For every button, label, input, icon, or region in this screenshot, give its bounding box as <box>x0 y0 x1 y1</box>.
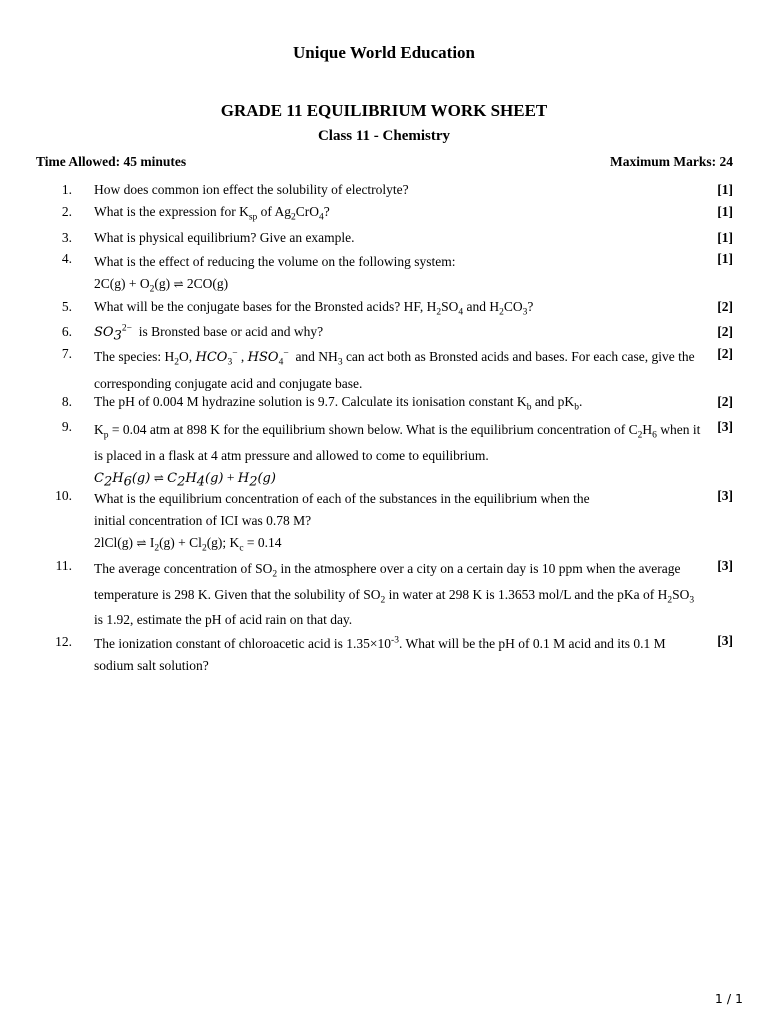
question-text <box>94 633 708 677</box>
question-text: What is the expression for $K_{sp}$ of $Ag_2CrO_4$? <box>94 204 330 223</box>
question-marks: [2] <box>717 299 733 314</box>
question-line: temperature is 298 K. Given that the solubility of $SO_2$ in water at 298 K is 1.3653 mol/L and the pKa of $H_2SO_3$ <box>94 587 695 606</box>
question-number: 10. <box>55 488 72 503</box>
question-marks: [1] <box>717 230 733 245</box>
question-line: The ionization constant of chloroacetic acid is $1.35\times 10^{-3}$. What will be the pH of 0.1 M acid and its 0.1 M <box>94 635 666 651</box>
question-text: How does common ion effect the solubility of electrolyte? <box>94 182 409 197</box>
question-line: What is the equilibrium concentration of each of the substances in the equilibrium when the <box>94 491 590 506</box>
question-number: 6. <box>61 324 72 339</box>
question-number: 2. <box>61 204 72 219</box>
question-marks: [3] <box>717 419 733 434</box>
question-equation: $2C(g) + O_2(g)$ ⇌ 2CO(g) <box>94 276 229 295</box>
question-marks: [3] <box>717 488 733 503</box>
question-equation: $C_2H_6(g)$ ⇌ $C_2H_4(g) + H_2(g)$ <box>94 470 276 490</box>
question-marks: [1] <box>717 204 733 219</box>
question-line: What is the effect of reducing the volume on the following system: <box>94 254 456 269</box>
question-text <box>94 346 708 395</box>
question-text <box>94 488 708 554</box>
worksheet-subtitle: Class 11 - Chemistry <box>317 128 451 144</box>
question-text: What will be the conjugate bases for the Bronsted acids? HF, $H_2SO_4$ and $H_2CO_3$? <box>94 299 534 318</box>
question-line: The average concentration of $SO_2$ in the atmosphere over a city on a certain day is 10 ppm when the average <box>94 561 681 580</box>
maximum-marks: Maximum Marks: 24 <box>610 154 733 169</box>
question-text <box>94 251 708 295</box>
question-number: 5. <box>61 299 72 314</box>
question-number: 4. <box>61 251 72 266</box>
question-number: 3. <box>61 230 72 245</box>
question-number: 12. <box>55 634 72 649</box>
question-number: 8. <box>61 394 72 409</box>
question-line: is 1.92, estimate the pH of acid rain on that day. <box>94 612 353 627</box>
question-marks: [1] <box>717 251 733 266</box>
question-text <box>94 419 708 490</box>
question-text: What is physical equilibrium? Give an example. <box>94 230 355 245</box>
question-line: is placed in a flask at 4 atm pressure and allowed to come to equilibrium. <box>94 448 489 463</box>
question-text: $SO_3^{2-}$ is Bronsted base or acid and why? <box>94 323 324 344</box>
question-number: 9. <box>61 419 72 434</box>
worksheet-title: GRADE 11 EQUILIBRIUM WORK SHEET <box>220 101 548 120</box>
question-equation: 2lCl(g) ⇌ $I_2(g) + Cl_2(g)$; $K_c = 0.14$ <box>94 535 282 554</box>
question-marks: [3] <box>717 558 733 573</box>
time-allowed: Time Allowed: 45 minutes <box>36 154 187 169</box>
question-number: 11. <box>55 558 72 573</box>
question-number: 7. <box>61 346 72 361</box>
question-text <box>94 558 708 631</box>
question-line: corresponding conjugate acid and conjugate base. <box>94 376 363 391</box>
question-marks: [2] <box>717 394 733 409</box>
question-line: sodium salt solution? <box>94 658 209 673</box>
question-text: The pH of 0.004 M hydrazine solution is 9.7. Calculate its ionisation constant $K_b$ and $pK_b$. <box>94 394 583 413</box>
school-name: Unique World Education <box>292 43 476 62</box>
question-line: The species: $H_2O$, $HCO_3^-$ , $HSO_4^-$ and $NH_3$ can act both as Bronsted acids and bases. For each case, give the <box>94 348 695 368</box>
question-line: initial concentration of ICI was 0.78 M? <box>94 513 312 528</box>
question-number: 1. <box>61 182 72 197</box>
question-marks: [2] <box>717 324 733 339</box>
question-marks: [2] <box>717 346 733 361</box>
question-line: $K_p = 0.04$ atm at 898 K for the equilibrium shown below. What is the equilibrium concentration of $C_2H_6$ when it <box>94 422 701 441</box>
page-number: 1 / 1 <box>714 991 743 1006</box>
question-marks: [1] <box>717 182 733 197</box>
question-marks: [3] <box>717 633 733 648</box>
